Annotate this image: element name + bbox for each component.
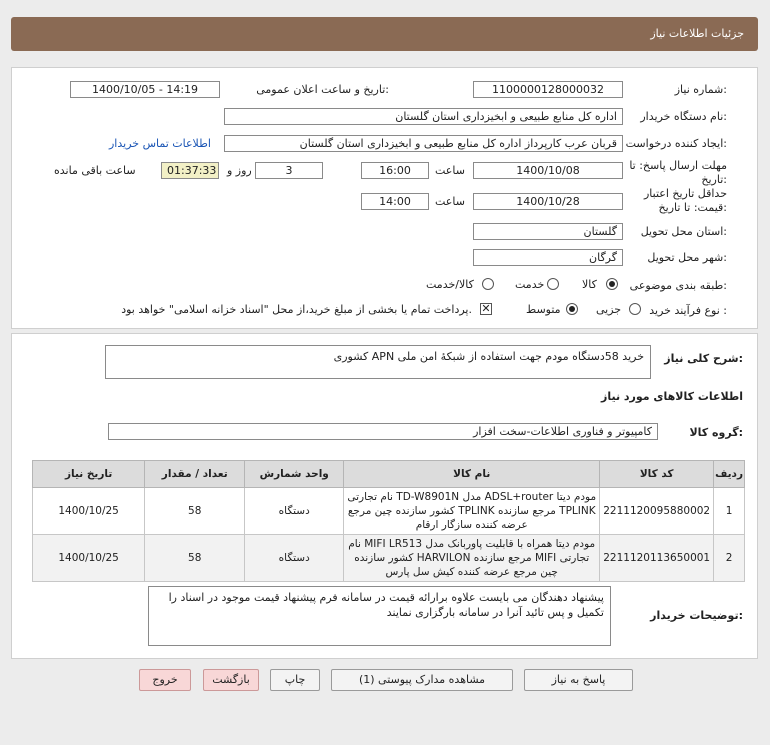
process-label: نوع فرآیند خرید :	[649, 304, 727, 317]
row-name: مودم دیتا همراه با قابلیت پاوربانک مدل MIFI LR513 نام تجارتی MIFI مرجع سازنده HARVILON کشور سازنده چین مرجع عرضه کننده کیش سل پارس	[344, 535, 600, 582]
process-option-medium: متوسط	[526, 303, 561, 316]
back-button[interactable]: بازگشت	[203, 669, 259, 691]
col-name: نام کالا	[344, 461, 600, 488]
need-info-panel	[11, 67, 758, 329]
col-date: تاریخ نیاز	[33, 461, 145, 488]
row-qty: 58	[145, 488, 245, 535]
row-name: مودم دیتا ADSL+router مدل TD-W8901N نام تجارتی TPLINK مرجع سازنده TPLINK کشور سازنده چین مرجع عرضه کننده سازگار ارقام	[344, 488, 600, 535]
days-label: روز و	[227, 164, 252, 177]
validity-hour-label: ساعت	[435, 195, 465, 208]
category-radio-service[interactable]	[547, 278, 559, 290]
col-unit: واحد شمارش	[245, 461, 344, 488]
contact-info-link[interactable]: اطلاعات تماس خریدار	[109, 137, 211, 150]
requester-field: قربان عرب کارپرداز اداره کل منابع طبیعی و ابخیزداری استان گلستان	[224, 135, 623, 152]
treasury-checkbox[interactable]: ✕	[481, 302, 491, 315]
row-date: 1400/10/25	[33, 488, 145, 535]
category-label: طبقه بندی موضوعی:	[629, 279, 727, 292]
announce-field: 1400/10/05 - 14:19	[70, 81, 220, 98]
deadline-time-field: 16:00	[361, 162, 429, 179]
deadline-date-field: 1400/10/08	[473, 162, 623, 179]
need-number-field: 1100000128000032	[473, 81, 623, 98]
process-radio-minor[interactable]	[629, 303, 641, 315]
goods-table-header	[33, 461, 745, 488]
page-title: جزئیات اطلاعات نیاز	[650, 27, 744, 40]
need-number-label: شماره نیاز:	[674, 83, 727, 96]
goods-table	[32, 460, 745, 582]
view-attachments-button[interactable]: مشاهده مدارک پیوستی (1)	[331, 669, 513, 691]
remaining-time-field: 01:37:33	[161, 162, 219, 179]
need-details-panel	[11, 333, 758, 659]
description-label: شرح کلی نیاز:	[664, 352, 743, 365]
category-option-service: خدمت	[515, 278, 545, 291]
announce-label: تاریخ و ساعت اعلان عمومی:	[256, 83, 389, 96]
category-radio-goods[interactable]	[606, 278, 618, 290]
requester-label: ایجاد کننده درخواست:	[625, 137, 727, 150]
province-field: گلستان	[473, 223, 623, 240]
category-radio-goods-service[interactable]	[482, 278, 494, 290]
days-field: 3	[255, 162, 323, 179]
row-code: 2211120095880002	[600, 488, 714, 535]
row-index: 2	[714, 535, 745, 582]
row-qty: 58	[145, 535, 245, 582]
description-field: خرید 58دستگاه مودم جهت استفاده از شبکۀ امن ملی APN کشوری	[105, 345, 651, 379]
remaining-label: ساعت باقی مانده	[54, 164, 136, 177]
goods-group-label: گروه کالا:	[689, 426, 743, 439]
page-header	[11, 17, 758, 51]
row-unit: دستگاه	[245, 488, 344, 535]
validity-label: حداقل تاریخ اعتبار قیمت: تا تاریخ:	[643, 187, 727, 214]
payment-note: پرداخت تمام یا بخشی از مبلغ خرید،از محل "اسناد خزانه اسلامی" خواهد بود.	[121, 303, 472, 316]
col-index: ردیف	[714, 461, 745, 488]
print-button[interactable]: چاپ	[270, 669, 320, 691]
table-row	[33, 488, 745, 535]
goods-group-field: کامپیوتر و فناوری اطلاعات-سخت افزار	[108, 423, 658, 440]
exit-button[interactable]: خروج	[139, 669, 191, 691]
row-code: 2211120113650001	[600, 535, 714, 582]
reply-button[interactable]: پاسخ به نیاز	[524, 669, 633, 691]
category-option-goods: کالا	[582, 278, 597, 291]
process-option-minor: جزیی	[596, 303, 622, 316]
deadline-label: مهلت ارسال پاسخ: تا تاریخ:	[629, 159, 727, 186]
city-label: شهر محل تحویل:	[647, 251, 727, 264]
deadline-hour-label: ساعت	[435, 164, 465, 177]
province-label: استان محل تحویل:	[640, 225, 727, 238]
city-field: گرگان	[473, 249, 623, 266]
buyer-notes-field: پیشنهاد دهندگان می بایست علاوه برارائه قیمت در سامانه فرم پیشنهاد قیمت موجود در اسناد را تکمیل و پس تائید آنرا در سامانه بارگزاری نمایند	[148, 586, 611, 646]
col-code: کد کالا	[600, 461, 714, 488]
col-qty: تعداد / مقدار	[145, 461, 245, 488]
category-option-goods-service: کالا/خدمت	[426, 278, 474, 291]
buyer-org-label: نام دستگاه خریدار:	[640, 110, 727, 123]
row-index: 1	[714, 488, 745, 535]
table-row	[33, 535, 745, 582]
buyer-notes-label: توضیحات خریدار:	[650, 609, 743, 622]
process-radio-medium[interactable]	[566, 303, 578, 315]
validity-date-field: 1400/10/28	[473, 193, 623, 210]
buyer-org-field: اداره کل منابع طبیعی و ابخیزداری استان گلستان	[224, 108, 623, 125]
row-date: 1400/10/25	[33, 535, 145, 582]
validity-time-field: 14:00	[361, 193, 429, 210]
row-unit: دستگاه	[245, 535, 344, 582]
goods-section-title: اطلاعات کالاهای مورد نیاز	[601, 390, 743, 403]
